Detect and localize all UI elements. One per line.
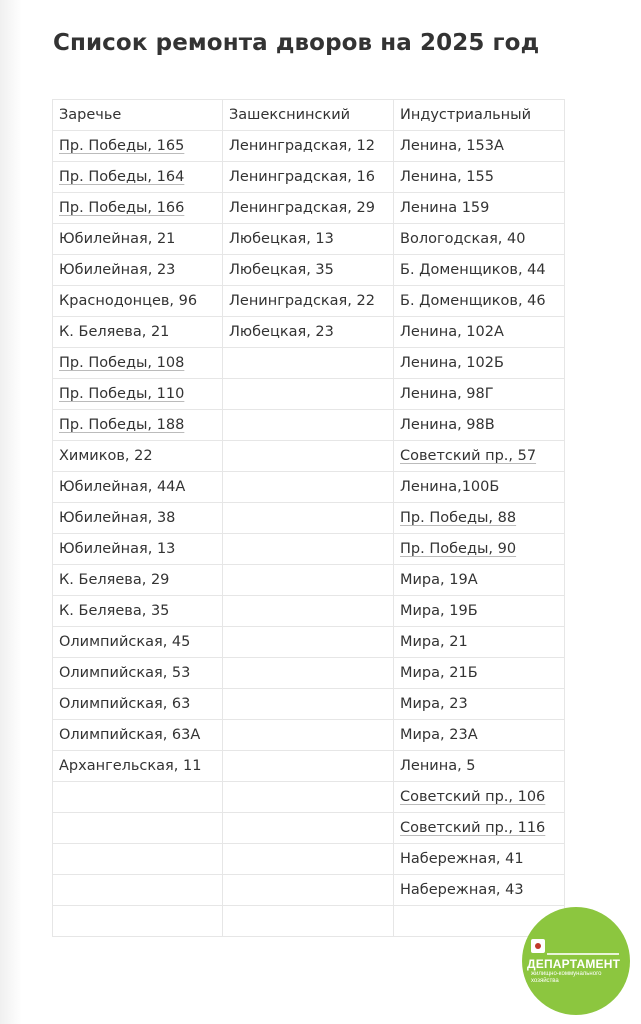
table-row [53, 193, 565, 224]
address-text: Мира, 23А [400, 727, 478, 743]
table-cell [223, 503, 394, 534]
address-text: Ленина, 155 [400, 169, 494, 185]
address-link[interactable]: Советский пр., 106 [400, 789, 546, 805]
table-cell [394, 379, 565, 410]
table-cell [53, 348, 223, 379]
address-text: Ленина 159 [400, 200, 490, 216]
table-cell [394, 193, 565, 224]
address-link[interactable]: Пр. Победы, 90 [400, 541, 517, 557]
table-row [53, 503, 565, 534]
table-cell [223, 131, 394, 162]
address-text: Олимпийская, 63А [59, 727, 201, 743]
table-cell [394, 751, 565, 782]
table-cell [223, 286, 394, 317]
table-cell [394, 162, 565, 193]
table-cell [53, 813, 223, 844]
table-cell [223, 565, 394, 596]
address-text: Юбилейная, 23 [59, 262, 176, 278]
table-cell [53, 534, 223, 565]
address-text: Олимпийская, 63 [59, 696, 191, 712]
table-cell [53, 379, 223, 410]
address-text: Любецкая, 35 [229, 262, 334, 278]
table-cell [53, 751, 223, 782]
table-cell [53, 162, 223, 193]
table-cell [223, 317, 394, 348]
table-cell [223, 844, 394, 875]
table-cell [53, 875, 223, 906]
address-text: Ленинградская, 22 [229, 293, 375, 309]
table-row [53, 286, 565, 317]
table-cell [223, 813, 394, 844]
table-cell [223, 410, 394, 441]
table-cell [394, 472, 565, 503]
table-cell [53, 906, 223, 937]
table-cell [223, 472, 394, 503]
table-row [53, 162, 565, 193]
table-cell [53, 596, 223, 627]
address-text: Архангельская, 11 [59, 758, 202, 774]
yards-table [52, 99, 565, 937]
page-edge-shadow [0, 0, 22, 1024]
address-text: К. Беляева, 29 [59, 572, 170, 588]
table-cell [223, 193, 394, 224]
table-row [53, 348, 565, 379]
address-link[interactable]: Пр. Победы, 164 [59, 169, 185, 185]
header-zarechye: Заречье [53, 100, 223, 131]
table-cell [223, 348, 394, 379]
address-link[interactable]: Пр. Победы, 188 [59, 417, 185, 433]
address-text: Ленина, 98Г [400, 386, 494, 402]
table-cell [223, 875, 394, 906]
table-row [53, 658, 565, 689]
table-cell [394, 317, 565, 348]
department-logo [522, 907, 630, 1015]
address-text: Вологодская, 40 [400, 231, 526, 247]
table-cell [223, 658, 394, 689]
table-row [53, 720, 565, 751]
table-cell [53, 317, 223, 348]
table-cell [394, 689, 565, 720]
address-text: Юбилейная, 38 [59, 510, 176, 526]
table-row [53, 317, 565, 348]
address-text: Любецкая, 13 [229, 231, 334, 247]
table-cell [53, 689, 223, 720]
table-cell [394, 534, 565, 565]
address-text: Мира, 19Б [400, 603, 478, 619]
address-link[interactable]: Советский пр., 57 [400, 448, 537, 464]
table-cell [223, 162, 394, 193]
table-cell [394, 782, 565, 813]
address-text: Б. Доменщиков, 46 [400, 293, 546, 309]
address-text: Олимпийская, 53 [59, 665, 191, 681]
table-row [53, 565, 565, 596]
address-link[interactable]: Пр. Победы, 88 [400, 510, 517, 526]
table-cell [53, 131, 223, 162]
table-cell [394, 658, 565, 689]
table-row [53, 596, 565, 627]
address-text: Юбилейная, 44А [59, 479, 186, 495]
table-cell [394, 131, 565, 162]
table-cell [223, 689, 394, 720]
table-row [53, 751, 565, 782]
table-cell [394, 844, 565, 875]
table-cell [394, 224, 565, 255]
address-text: Ленина, 5 [400, 758, 476, 774]
table-row [53, 472, 565, 503]
address-text: Ленина,100Б [400, 479, 500, 495]
table-cell [223, 720, 394, 751]
table-cell [394, 348, 565, 379]
header-zasheksninsky: Зашекснинский [223, 100, 394, 131]
address-link[interactable]: Пр. Победы, 166 [59, 200, 185, 216]
table-row [53, 844, 565, 875]
table-row [53, 627, 565, 658]
address-text: Мира, 21Б [400, 665, 478, 681]
address-text: Мира, 19А [400, 572, 478, 588]
table-cell [394, 875, 565, 906]
table-cell [53, 720, 223, 751]
table-cell [53, 844, 223, 875]
address-text: Ленина, 153А [400, 138, 504, 154]
table-row [53, 906, 565, 937]
table-cell [53, 472, 223, 503]
table-cell [53, 782, 223, 813]
table-cell [223, 379, 394, 410]
address-link[interactable]: Пр. Победы, 165 [59, 138, 185, 154]
address-text: Ленина, 98В [400, 417, 495, 433]
table-cell [53, 658, 223, 689]
table-cell [53, 627, 223, 658]
address-text: Ленинградская, 12 [229, 138, 375, 154]
city-skyline-icon [547, 945, 619, 955]
table-cell [394, 286, 565, 317]
table-cell [223, 441, 394, 472]
table-cell [223, 627, 394, 658]
table-cell [394, 441, 565, 472]
address-text: Любецкая, 23 [229, 324, 334, 340]
table-row [53, 441, 565, 472]
table-header-row [53, 100, 565, 131]
address-text: Мира, 23 [400, 696, 468, 712]
address-text: Химиков, 22 [59, 448, 153, 464]
table-cell [53, 193, 223, 224]
address-link[interactable]: Пр. Победы, 110 [59, 386, 185, 402]
table-row [53, 255, 565, 286]
table-cell [53, 441, 223, 472]
address-text: Б. Доменщиков, 44 [400, 262, 546, 278]
table-cell [394, 813, 565, 844]
table-row [53, 534, 565, 565]
table-row [53, 782, 565, 813]
table-cell [394, 596, 565, 627]
table-cell [223, 751, 394, 782]
table-cell [394, 255, 565, 286]
address-text: Юбилейная, 13 [59, 541, 176, 557]
table-cell [394, 565, 565, 596]
address-text: Ленина, 102А [400, 324, 504, 340]
table-cell [223, 534, 394, 565]
address-link[interactable]: Пр. Победы, 108 [59, 355, 185, 371]
table-cell [223, 906, 394, 937]
table-row [53, 813, 565, 844]
table-cell [394, 720, 565, 751]
logo-title: ДЕПАРТАМЕНТ [527, 957, 621, 971]
table-cell [53, 410, 223, 441]
department-emblem-icon [531, 939, 545, 953]
address-text: Ленина, 102Б [400, 355, 504, 371]
logo-subtitle: жилищно-коммунального хозяйства [531, 971, 602, 984]
table-cell [223, 596, 394, 627]
address-text: Ленинградская, 16 [229, 169, 375, 185]
table-row [53, 379, 565, 410]
table-cell [53, 224, 223, 255]
table-row [53, 689, 565, 720]
table-cell [53, 503, 223, 534]
address-text: Олимпийская, 45 [59, 634, 191, 650]
address-text: Ленинградская, 29 [229, 200, 375, 216]
address-text: Набережная, 43 [400, 882, 524, 898]
table-cell [394, 503, 565, 534]
address-text: Краснодонцев, 96 [59, 293, 198, 309]
table-cell [53, 286, 223, 317]
page-title: Список ремонта дворов на 2025 год [53, 30, 540, 56]
address-text: Набережная, 41 [400, 851, 524, 867]
table-cell [394, 410, 565, 441]
table-row [53, 875, 565, 906]
table-cell [223, 782, 394, 813]
address-text: Мира, 21 [400, 634, 468, 650]
header-industrialny: Индустриальный [394, 100, 565, 131]
table-cell [53, 565, 223, 596]
table-row [53, 131, 565, 162]
table-cell [53, 255, 223, 286]
table-cell [394, 627, 565, 658]
address-link[interactable]: Советский пр., 116 [400, 820, 546, 836]
address-text: К. Беляева, 35 [59, 603, 170, 619]
table-cell [223, 255, 394, 286]
address-text: Юбилейная, 21 [59, 231, 176, 247]
address-text: К. Беляева, 21 [59, 324, 170, 340]
table-row [53, 224, 565, 255]
table-row [53, 410, 565, 441]
table-cell [223, 224, 394, 255]
